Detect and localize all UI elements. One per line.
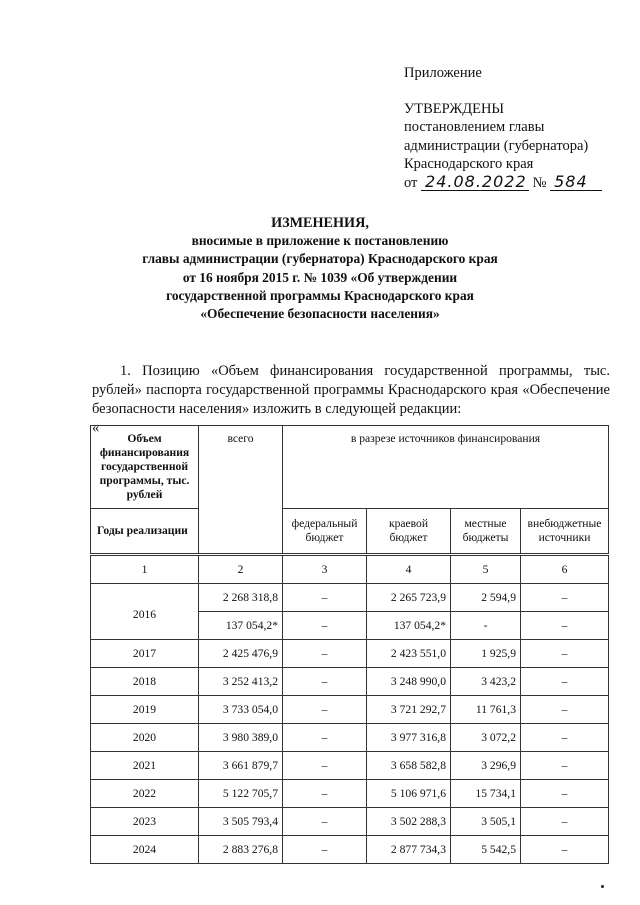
total-cell: 137 054,2* bbox=[199, 612, 283, 640]
title-heading: ИЗМЕНЕНИЯ, bbox=[271, 215, 369, 231]
regional-cell: 137 054,2* bbox=[367, 612, 451, 640]
total-cell: 2 883 276,8 bbox=[199, 836, 283, 864]
table-row bbox=[91, 780, 609, 808]
header-federal: федеральный бюджет bbox=[283, 509, 367, 555]
local-cell: 1 925,9 bbox=[451, 640, 521, 668]
paragraph-text: 1. Позицию «Объем финансирования государственной программы, тыс. рублей» паспорта государственной программы Краснодарского края «Обеспечение безопасности населения» изложить в следующей редакции: bbox=[92, 363, 610, 417]
approval-line: постановлением главы bbox=[404, 119, 545, 136]
header-extra: внебюджетные источники bbox=[521, 509, 609, 555]
table-row bbox=[91, 808, 609, 836]
extra-cell: – bbox=[521, 724, 609, 752]
local-cell: 3 505,1 bbox=[451, 808, 521, 836]
extra-cell: – bbox=[521, 584, 609, 612]
document-title bbox=[0, 214, 640, 323]
title-line: «Обеспечение безопасности населения» bbox=[200, 306, 440, 322]
approved-label: УТВЕРЖДЕНЫ bbox=[404, 101, 505, 118]
approval-date: 24.08.2022 bbox=[421, 173, 529, 191]
regional-cell: 3 721 292,7 bbox=[367, 696, 451, 724]
page-mark bbox=[601, 885, 604, 888]
from-label: от bbox=[404, 175, 418, 192]
federal-cell: – bbox=[283, 780, 367, 808]
approval-number: 584 bbox=[550, 173, 602, 191]
column-number: 4 bbox=[367, 555, 451, 584]
extra-cell: – bbox=[521, 612, 609, 640]
local-cell: 3 072,2 bbox=[451, 724, 521, 752]
table-row bbox=[91, 724, 609, 752]
approval-date-line bbox=[404, 173, 602, 192]
year-cell: 2020 bbox=[91, 724, 199, 752]
appendix-label: Приложение bbox=[404, 65, 482, 81]
year-cell: 2017 bbox=[91, 640, 199, 668]
total-cell: 3 252 413,2 bbox=[199, 668, 283, 696]
federal-cell: – bbox=[283, 584, 367, 612]
extra-cell: – bbox=[521, 640, 609, 668]
federal-cell: – bbox=[283, 836, 367, 864]
local-cell: 2 594,9 bbox=[451, 584, 521, 612]
year-cell: 2023 bbox=[91, 808, 199, 836]
column-number: 3 bbox=[283, 555, 367, 584]
regional-cell: 2 265 723,9 bbox=[367, 584, 451, 612]
regional-cell: 3 658 582,8 bbox=[367, 752, 451, 780]
year-cell: 2024 bbox=[91, 836, 199, 864]
table-row bbox=[91, 584, 609, 612]
year-cell: 2022 bbox=[91, 780, 199, 808]
header-years: Годы реализации bbox=[91, 509, 199, 555]
regional-cell: 3 502 288,3 bbox=[367, 808, 451, 836]
header-total: всего bbox=[199, 426, 283, 555]
table-row bbox=[91, 752, 609, 780]
total-cell: 5 122 705,7 bbox=[199, 780, 283, 808]
regional-cell: 3 248 990,0 bbox=[367, 668, 451, 696]
total-cell: 3 980 389,0 bbox=[199, 724, 283, 752]
header-funding-volume: Объем финансирования государственной программы, тыс. рублей bbox=[91, 426, 199, 509]
federal-cell: – bbox=[283, 640, 367, 668]
regional-cell: 2 877 734,3 bbox=[367, 836, 451, 864]
approval-line: Краснодарского края bbox=[404, 155, 534, 172]
extra-cell: – bbox=[521, 696, 609, 724]
regional-cell: 5 106 971,6 bbox=[367, 780, 451, 808]
column-number: 2 bbox=[199, 555, 283, 584]
title-line: вносимые в приложение к постановлению bbox=[191, 233, 449, 249]
total-cell: 2 268 318,8 bbox=[199, 584, 283, 612]
year-cell: 2019 bbox=[91, 696, 199, 724]
extra-cell: – bbox=[521, 808, 609, 836]
table-row bbox=[91, 668, 609, 696]
year-cell: 2018 bbox=[91, 668, 199, 696]
year-cell: 2021 bbox=[91, 752, 199, 780]
local-cell: 3 296,9 bbox=[451, 752, 521, 780]
header-regional: краевой бюджет bbox=[367, 509, 451, 555]
federal-cell: – bbox=[283, 696, 367, 724]
federal-cell: – bbox=[283, 724, 367, 752]
regional-cell: 2 423 551,0 bbox=[367, 640, 451, 668]
table-row bbox=[91, 836, 609, 864]
header-sources: в разрезе источников финансирования bbox=[283, 426, 609, 509]
approval-block bbox=[404, 64, 602, 192]
extra-cell: – bbox=[521, 780, 609, 808]
table-row bbox=[91, 640, 609, 668]
column-number: 5 bbox=[451, 555, 521, 584]
total-cell: 3 661 879,7 bbox=[199, 752, 283, 780]
federal-cell: – bbox=[283, 752, 367, 780]
federal-cell: – bbox=[283, 808, 367, 836]
open-quote: « bbox=[92, 420, 100, 436]
extra-cell: – bbox=[521, 752, 609, 780]
table-row bbox=[91, 696, 609, 724]
total-cell: 3 505 793,4 bbox=[199, 808, 283, 836]
total-cell: 2 425 476,9 bbox=[199, 640, 283, 668]
local-cell: 3 423,2 bbox=[451, 668, 521, 696]
regional-cell: 3 977 316,8 bbox=[367, 724, 451, 752]
title-line: главы администрации (губернатора) Краснодарского края bbox=[142, 251, 498, 267]
column-number: 6 bbox=[521, 555, 609, 584]
local-cell: 5 542,5 bbox=[451, 836, 521, 864]
number-label: № bbox=[532, 175, 547, 192]
header-local: местные бюджеты bbox=[451, 509, 521, 555]
column-number: 1 bbox=[91, 555, 199, 584]
title-line: государственной программы Краснодарского края bbox=[166, 287, 474, 303]
extra-cell: – bbox=[521, 836, 609, 864]
extra-cell: – bbox=[521, 668, 609, 696]
federal-cell: – bbox=[283, 668, 367, 696]
local-cell: 15 734,1 bbox=[451, 780, 521, 808]
column-numbers-row bbox=[91, 555, 609, 584]
total-cell: 3 733 054,0 bbox=[199, 696, 283, 724]
local-cell: - bbox=[451, 612, 521, 640]
year-cell: 2016 bbox=[91, 584, 199, 640]
local-cell: 11 761,3 bbox=[451, 696, 521, 724]
approval-line: администрации (губернатора) bbox=[404, 137, 589, 154]
funding-table bbox=[90, 425, 609, 864]
title-line: от 16 ноября 2015 г. № 1039 «Об утверждении bbox=[182, 269, 458, 285]
federal-cell: – bbox=[283, 612, 367, 640]
